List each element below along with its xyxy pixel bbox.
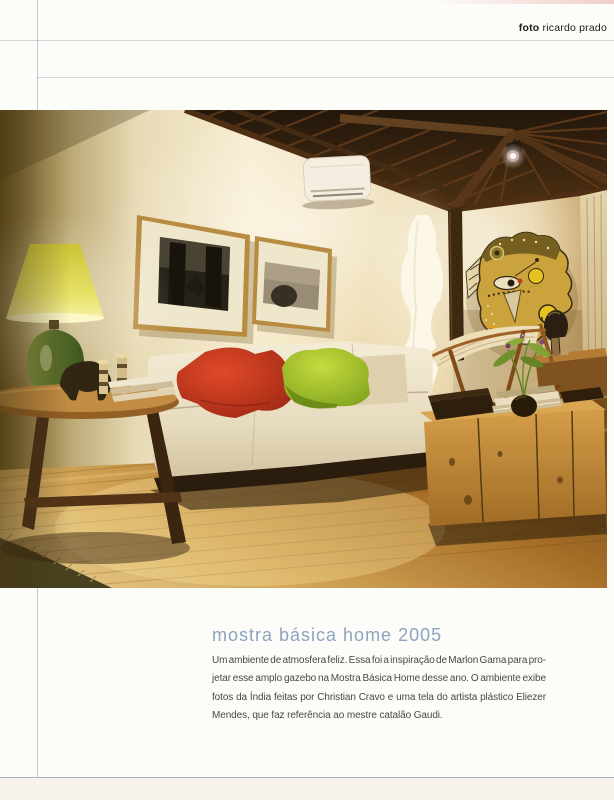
- photo-credit-label: foto: [518, 22, 540, 34]
- article-body-line: Um ambiente de atmosfera feliz. Essa foi a inspiração de Marlon Gama para pro-: [212, 655, 546, 666]
- article-title: mostra básica home 2005: [212, 625, 443, 645]
- article-body-line: jetar esse amplo gazebo na Mostra Básica Home desse ano. O ambiente exibe: [212, 673, 546, 685]
- photo-credit-name: ricardo prado: [542, 22, 607, 34]
- article-body: [212, 652, 546, 726]
- page-footer-strip: [0, 778, 614, 800]
- article-body-line: fotos da Índia feitas por Christian Cravo e uma tela do artista plástico Eliezer: [212, 691, 546, 703]
- photo-credit: [519, 22, 607, 34]
- grid-line-header: [37, 77, 614, 78]
- grid-line-top: [0, 40, 614, 41]
- article-body-line: Mendes, que faz referência ao mestre catalão Gaudi.: [212, 710, 443, 722]
- warm-tint: [0, 110, 607, 588]
- magazine-photo: [0, 110, 607, 588]
- scan-edge-artifact: [430, 0, 614, 4]
